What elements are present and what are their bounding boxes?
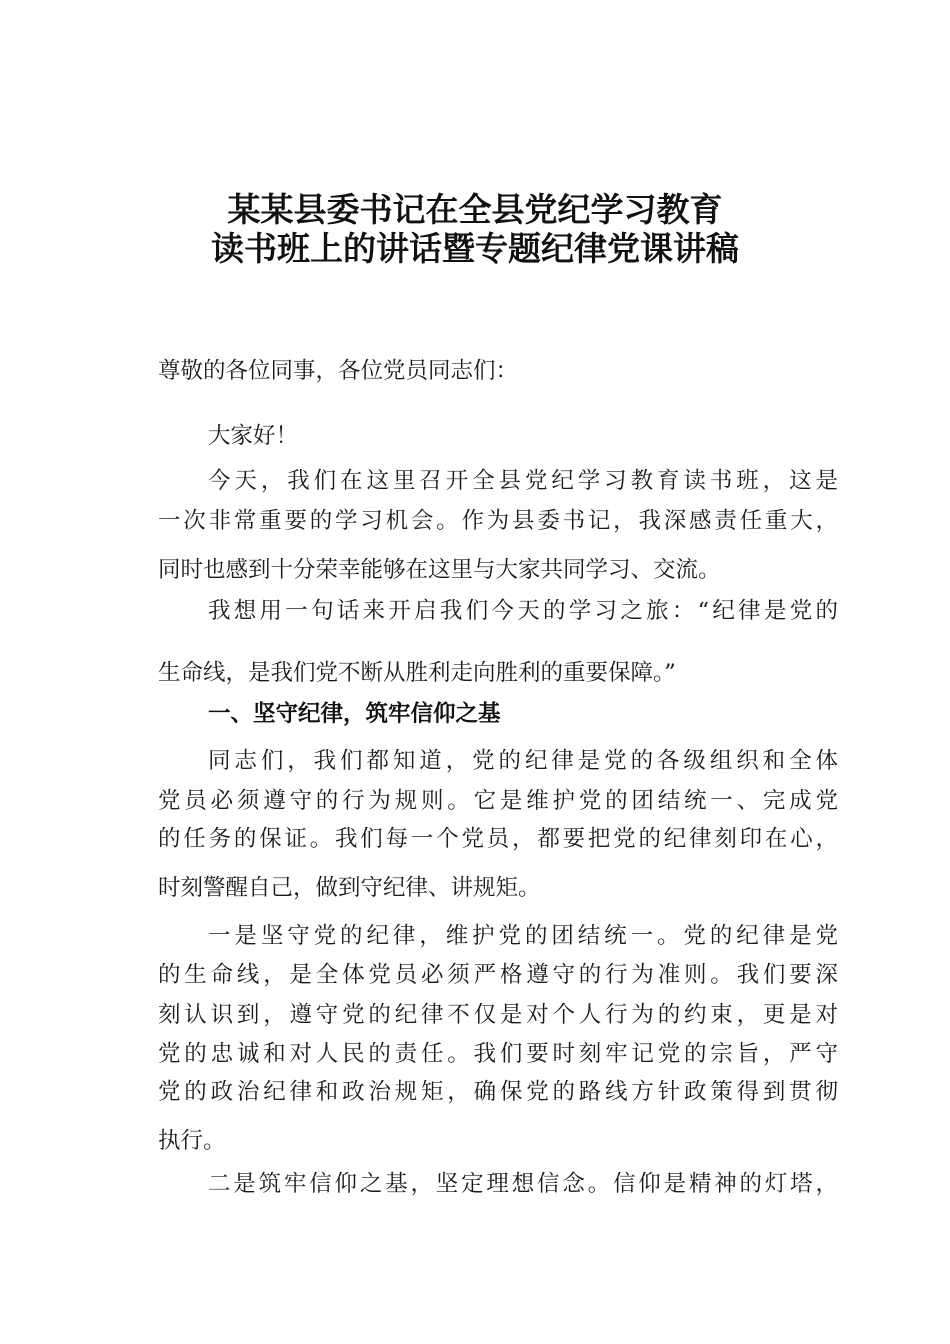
paragraph-line: 党员必须遵守的行为规则。它是维护党的团结统一、完成党 [158, 788, 838, 814]
paragraph-line: 的任务的保证。我们每一个党员，都要把党的纪律刻印在心， [158, 826, 838, 852]
paragraph-line: 今天，我们在这里召开全县党纪学习教育读书班，这是 [208, 468, 838, 494]
paragraph-line: 一次非常重要的学习机会。作为县委书记，我深感责任重大， [158, 508, 838, 534]
paragraph-line: 生命线，是我们党不断从胜利走向胜利的重要保障。” [158, 660, 676, 686]
paragraph-line: 同时也感到十分荣幸能够在这里与大家共同学习、交流。 [158, 557, 721, 583]
paragraph-line: 党的政治纪律和政治规矩，确保党的路线方针政策得到贯彻 [158, 1079, 838, 1105]
paragraph-line: 一是坚守党的纪律，维护党的团结统一。党的纪律是党 [208, 923, 838, 949]
salutation: 尊敬的各位同事，各位党员同志们： [158, 358, 519, 384]
paragraph-line: 时刻警醒自己，做到守纪律、讲规矩。 [158, 875, 541, 901]
greeting: 大家好！ [208, 423, 299, 449]
section-heading: 一、坚守纪律，筑牢信仰之基 [208, 701, 501, 727]
document-title-line-1: 某某县委书记在全县党纪学习教育 [227, 190, 723, 229]
paragraph-line: 刻认识到，遵守党的纪律不仅是对个人行为的约束，更是对 [158, 1002, 838, 1028]
paragraph-line: 党的忠诚和对人民的责任。我们要时刻牢记党的宗旨，严守 [158, 1041, 838, 1067]
paragraph-line: 执行。 [158, 1128, 226, 1154]
paragraph-line: 的生命线，是全体党员必须严格遵守的行为准则。我们要深 [158, 962, 838, 988]
paragraph-line: 我想用一句话来开启我们今天的学习之旅：“纪律是党的 [208, 598, 838, 624]
document-title-line-2: 读书班上的讲话暨专题纪律党课讲稿 [211, 229, 739, 268]
paragraph-line: 二是筑牢信仰之基，坚定理想信念。信仰是精神的灯塔， [208, 1171, 838, 1197]
paragraph-line: 同志们，我们都知道，党的纪律是党的各级组织和全体 [208, 748, 838, 774]
